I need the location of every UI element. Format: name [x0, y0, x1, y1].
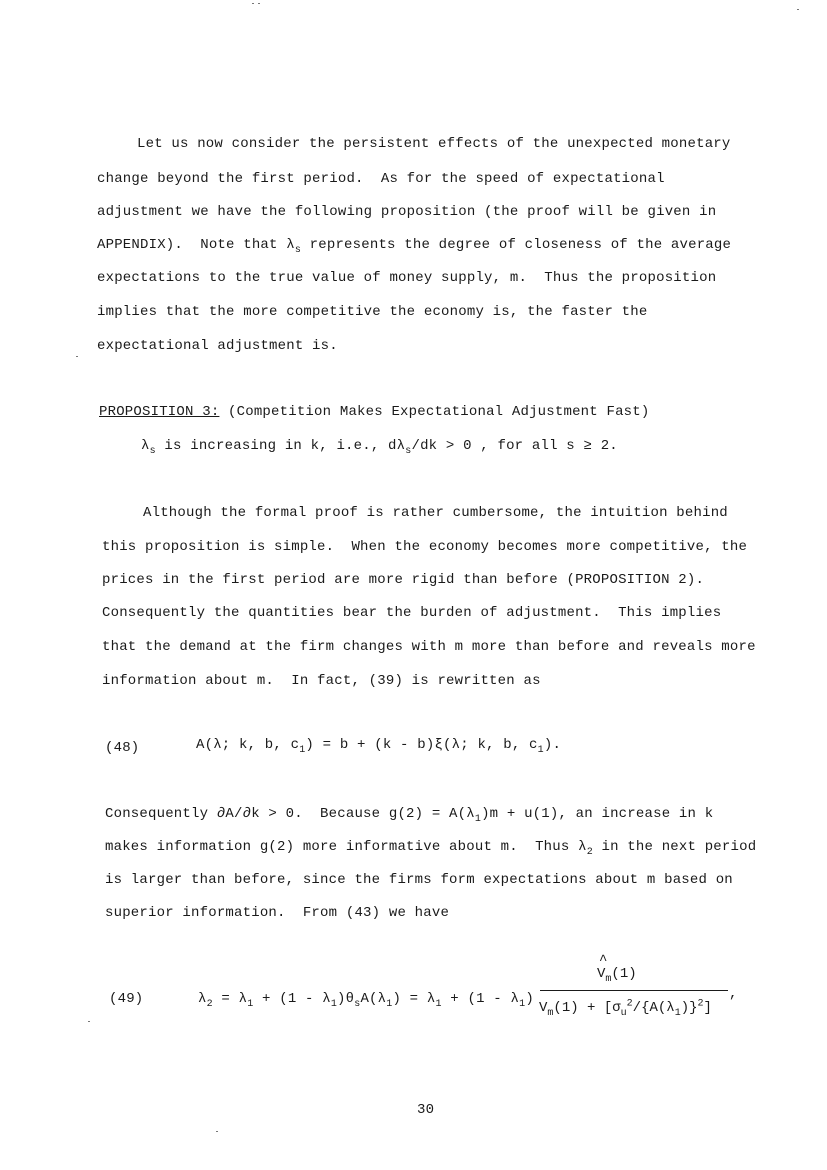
paragraph2-line-1: Although the formal proof is rather cumbersome, the intuition behind [143, 505, 728, 521]
proposition-heading [99, 404, 650, 420]
scan-speck [797, 9, 799, 10]
proposition-label: PROPOSITION 3: [99, 404, 220, 420]
equation-49-numerator: $V_m(1)$ [597, 966, 637, 985]
paragraph1-line-2: change beyond the first period. As for the speed of expectational [97, 171, 665, 187]
paragraph3-line-4: superior information. From (43) we have [105, 905, 450, 921]
paragraph1-line-1: Let us now consider the persistent effects of the unexpected monetary [137, 136, 731, 152]
paragraph1-line-6: implies that the more competitive the economy is, the faster the [97, 304, 648, 320]
equation-49-lhs: $\lambda_2 = \lambda_1 + (1 - \lambda_1)\theta_sA(\lambda_1) = \lambda_1 + (1 - \lambda_1)$ [198, 991, 534, 1010]
equation-49-number: (49) [109, 991, 144, 1007]
scan-speck [216, 1131, 218, 1132]
paragraph2-line-6: information about m. In fact, (39) is rewritten as [102, 673, 541, 689]
paragraph1-line-4: APPENDIX). Note that $\lambda_s$ represents the degree of closeness of the average [97, 237, 732, 256]
paragraph2-line-5: that the demand at the firm changes with m more than before and reveals more [102, 639, 756, 655]
proposition-title: (Competition Makes Expectational Adjustment Fast) [219, 404, 650, 420]
equation-48-number: (48) [105, 740, 140, 756]
paragraph2-line-2: this proposition is simple. When the economy becomes more competitive, the [102, 539, 748, 555]
paragraph3-line-3: is larger than before, since the firms form expectations about m based on [105, 872, 733, 888]
scan-speck [88, 1021, 90, 1022]
paragraph1-line-3: adjustment we have the following proposition (the proof will be given in [97, 204, 717, 220]
scan-speck [258, 3, 260, 4]
paragraph2-line-4: Consequently the quantities bear the burden of adjustment. This implies [102, 605, 722, 621]
paragraph2-line-3: prices in the first period are more rigid than before (PROPOSITION 2). [102, 572, 705, 588]
equation-49-denominator: $V_m(1) + [\sigma_u^2/\{A(\lambda_1)\}^2]$ [539, 998, 712, 1019]
equation-49-trailing: , [729, 986, 738, 1002]
proposition-statement: $\lambda_s$ is increasing in k, i.e., $d\lambda_s/dk > 0$ , for all s ≥ 2. [141, 438, 618, 457]
scan-speck [252, 3, 254, 4]
scan-speck [76, 356, 78, 357]
equation-49-fraction-bar [540, 990, 728, 991]
paragraph3-line-2: makes information g(2) more informative about m. Thus $\lambda_2$ in the next period [105, 839, 757, 858]
equation-48: A(λ; k, b, $c_1) = b + (k - b)\xi(\lambda$; k, b, $c_1$). [196, 737, 562, 756]
paragraph1-line-7: expectational adjustment is. [97, 338, 338, 354]
equation-49-hat: ^ [599, 953, 608, 969]
page-number: 30 [417, 1102, 435, 1118]
paragraph3-line-1: Consequently ∂A/∂k > 0. Because $g(2) = A(\lambda_1)m + u(1)$, an increase in k [105, 806, 714, 825]
paragraph1-line-5: expectations to the true value of money supply, m. Thus the proposition [97, 270, 717, 286]
